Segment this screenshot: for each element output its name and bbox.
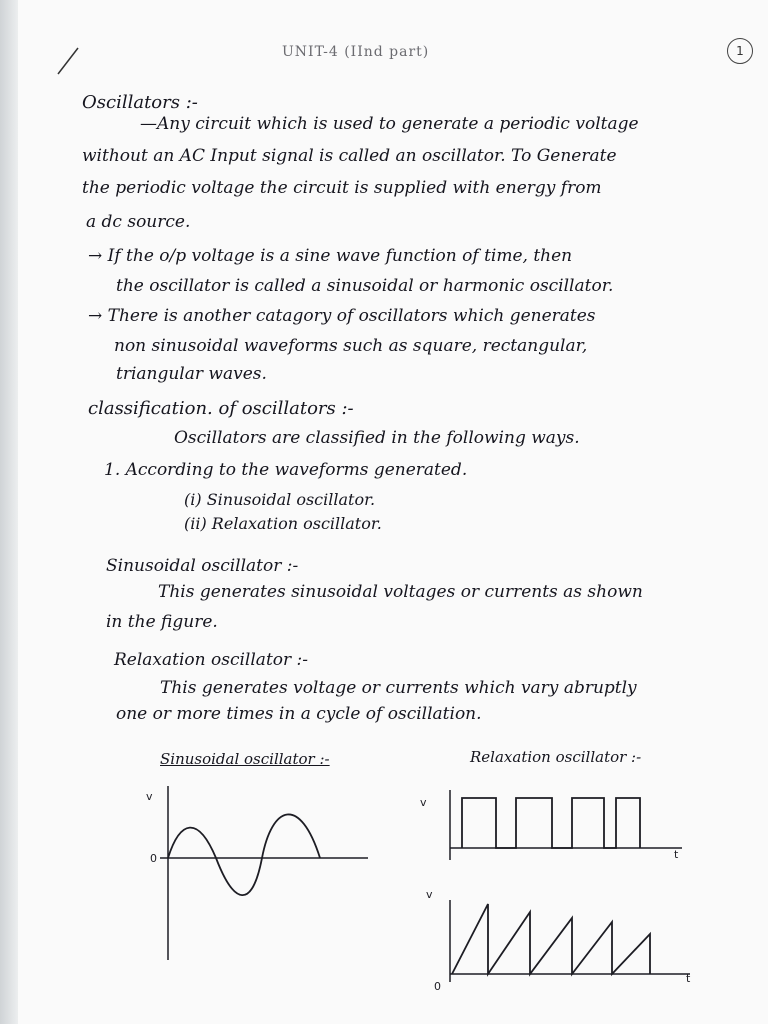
- oscillators-heading: Oscillators :-: [82, 92, 198, 113]
- oscillators-para-line: the periodic voltage the circuit is supplied with energy from: [82, 178, 602, 198]
- sawtooth-t-label: t: [686, 972, 691, 985]
- sine-figure-caption: Sinusoidal oscillator :-: [160, 750, 330, 768]
- sawtooth-v-label: v: [426, 888, 433, 901]
- classification-intro: Oscillators are classified in the following ways.: [174, 428, 580, 448]
- sine-waveform: [168, 814, 320, 895]
- classification-heading: classification. of oscillators :-: [88, 398, 354, 419]
- oscillators-para-line: —Any circuit which is used to generate a periodic voltage: [140, 114, 639, 134]
- sinusoidal-line: This generates sinusoidal voltages or currents as shown: [158, 582, 643, 602]
- square-v-label: v: [420, 796, 427, 809]
- relaxation-heading: Relaxation oscillator :-: [114, 650, 309, 670]
- square-plot: [420, 790, 682, 861]
- sawtooth-origin-label: 0: [434, 980, 441, 993]
- sine-v-label: v: [146, 790, 153, 803]
- oscillators-para-line: a dc source.: [86, 212, 191, 232]
- sawtooth-plot: [426, 888, 691, 993]
- sinusoidal-heading: Sinusoidal oscillator :-: [106, 556, 299, 576]
- classification-item-1: 1. According to the waveforms generated.: [104, 460, 468, 480]
- bullet-nonsine-line: → There is another catagory of oscillators which generates: [88, 306, 596, 326]
- sinusoidal-line: in the figure.: [106, 612, 218, 632]
- bullet-sine-line: the oscillator is called a sinusoidal or harmonic oscillator.: [116, 276, 614, 296]
- classification-sub-i: (i) Sinusoidal oscillator.: [184, 490, 376, 509]
- sawtooth-waveform: [452, 904, 650, 974]
- relaxation-line: one or more times in a cycle of oscillation.: [116, 704, 482, 724]
- classification-sub-ii: (ii) Relaxation oscillator.: [184, 514, 382, 533]
- relaxation-line: This generates voltage or currents which vary abruptly: [160, 678, 637, 698]
- bullet-nonsine-line: triangular waves.: [116, 364, 267, 384]
- page-number: 1: [727, 38, 753, 64]
- bullet-sine-line: → If the o/p voltage is a sine wave function of time, then: [88, 246, 573, 266]
- sine-plot: [146, 786, 368, 960]
- relaxation-figure-caption: Relaxation oscillator :-: [470, 748, 642, 766]
- square-waveform: [462, 798, 640, 848]
- oscillators-para-line: without an AC Input signal is called an oscillator. To Generate: [82, 146, 617, 166]
- sine-origin-label: 0: [150, 852, 157, 865]
- square-t-label: t: [674, 848, 679, 861]
- bullet-nonsine-line: non sinusoidal waveforms such as square, rectangular,: [114, 336, 588, 356]
- unit-title: UNIT-4 (IInd part): [282, 44, 430, 60]
